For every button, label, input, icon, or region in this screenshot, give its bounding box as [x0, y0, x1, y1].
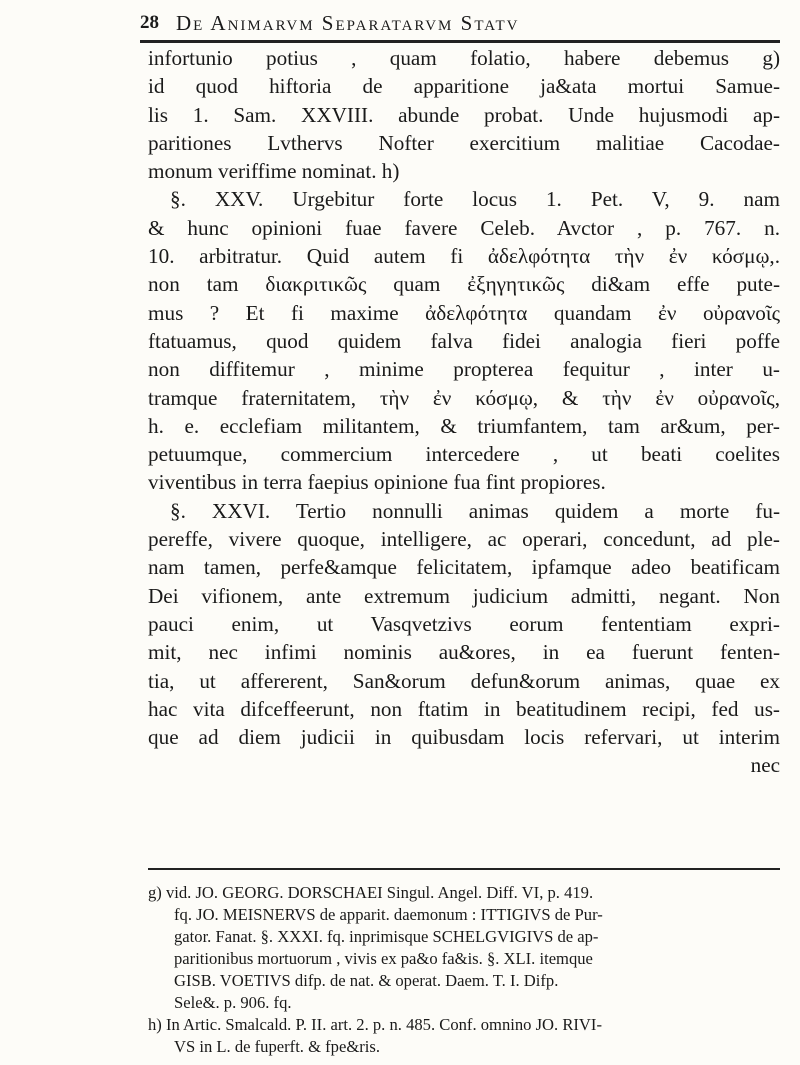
text-line: id quod hiftoria de apparitione ja&ata mortui Samue- — [148, 74, 780, 99]
text-line: non diffitemur , minime propterea fequitur , inter u- — [148, 357, 780, 382]
text-line: infortunio potius , quam folatio, habere debemus g) — [148, 46, 780, 70]
text-line: viventibus in terra faepius opinione fua fint propiores. — [148, 470, 606, 495]
section-xxv-start: §. XXV. Urgebitur forte locus 1. Pet. V, 9. nam — [170, 187, 780, 212]
text-line: que ad diem judicii in quibusdam locis refervari, ut interim — [148, 725, 780, 750]
footnote-h-line: h) In Artic. Smalcald. P. II. art. 2. p. n. 485. Conf. omnino JO. RIVI- — [148, 1015, 602, 1034]
footnote-g-line: g) vid. JO. GEORG. DORSCHAEI Singul. Angel. Diff. VI, p. 419. — [148, 883, 594, 902]
text-line: nam tamen, perfe&amque felicitatem, ipfamque adeo beatificam — [148, 555, 780, 580]
running-head — [140, 6, 780, 43]
footnote-line: GISB. VOETIVS difp. de nat. & operat. Daem. T. I. Difp. — [174, 971, 559, 990]
text-line: hac vita difceffeerunt, non ftatim in beatitudinem recipi, fed us- — [148, 696, 780, 721]
text-line: h. e. ecclefiam militantem, & triumfantem, tam ar&um, per- — [148, 413, 780, 438]
footnote-line: paritionibus mortuorum , vivis ex pa&o fa&is. §. XLI. itemque — [174, 949, 593, 968]
text-line: 10. arbitratur. Quid autem fi ἀδελφότητα τὴν ἐν κόσμῳ,. — [148, 244, 780, 269]
text-line: monum veriffime nominat. h) — [148, 159, 400, 184]
running-title: De Animarvm Separatarvm Statv — [176, 10, 520, 35]
page-number: 28 — [140, 12, 159, 33]
text-line: ftatuamus, quod quidem falva fidei analogia fieri poffe — [148, 328, 780, 353]
body-text — [148, 44, 780, 780]
text-line: mit, nec infimi nominis au&ores, in ea fuerunt fenten- — [148, 640, 780, 665]
footnote-line: Sele&. p. 906. fq. — [174, 993, 292, 1012]
text-line: pauci enim, ut Vasqvetzivs eorum fententiam expri- — [148, 611, 780, 636]
footnotes — [148, 868, 780, 1058]
text-line: tramque fraternitatem, τὴν ἐν κόσμῳ, & τὴν ἐν οὐρανοῖς, — [148, 385, 780, 410]
text-line: paritiones Lvthervs Nofter exercitium malitiae Cacodae- — [148, 130, 780, 155]
footnote-line: VS in L. de fuperft. & fpe&ris. — [174, 1037, 380, 1056]
text-line: tia, ut affererent, San&orum defun&orum animas, quae ex — [148, 668, 780, 693]
section-xxvi-start: §. XXVI. Tertio nonnulli animas quidem a morte fu- — [170, 498, 780, 523]
text-line: pereffe, vivere quoque, intelligere, ac operari, concedunt, ad ple- — [148, 527, 780, 552]
text-line: & hunc opinioni fuae favere Celeb. Avctor , p. 767. n. — [148, 215, 780, 240]
text-line: petuumque, commercium intercedere , ut beati coelites — [148, 442, 780, 467]
footnote-line: fq. JO. MEISNERVS de apparit. daemonum : ITTIGIVS de Pur- — [174, 905, 603, 924]
text-line: lis 1. Sam. XXVIII. abunde probat. Unde hujusmodi ap- — [148, 102, 780, 127]
footnote-line: gator. Fanat. §. XXXI. fq. inprimisque SCHELGVIGIVS de ap- — [174, 927, 599, 946]
text-line: non tam διακριτικῶς quam ἐξηγητικῶς di&am effe pute- — [148, 272, 780, 297]
catchword: nec — [750, 753, 780, 778]
text-line: mus ? Et fi maxime ἀδελφότητα quandam ἐν οὐρανοῖς — [148, 300, 780, 325]
text-line: Dei vifionem, ante extremum judicium admitti, negant. Non — [148, 583, 780, 608]
